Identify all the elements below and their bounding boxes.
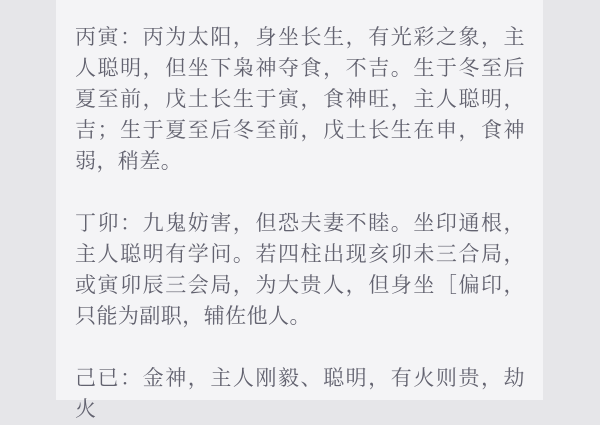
paragraph-jisi: 己已：金神，主人刚毅、聪明，有火则贵，劫火	[75, 367, 525, 421]
paragraph-dingmao: 丁卯：九鬼妨害，但恐夫妻不睦。坐印通根，主人聪明有学问。若四柱出现亥卯未三合局，或寅卯辰三会局，为大贵人，但身坐［偏印，只能为副职，辅佐他人。	[75, 212, 525, 328]
text-content-column	[56, 0, 543, 421]
paragraph-bingyin: 丙寅：丙为太阳，身坐长生，有光彩之象，主人聪明，但坐下枭神夺食，不吉。生于冬至后夏至前，戊土长生于寅，食神旺，主人聪明，吉；生于夏至后冬至前，戊土长生在申，食神弱，稍差。	[75, 26, 525, 173]
